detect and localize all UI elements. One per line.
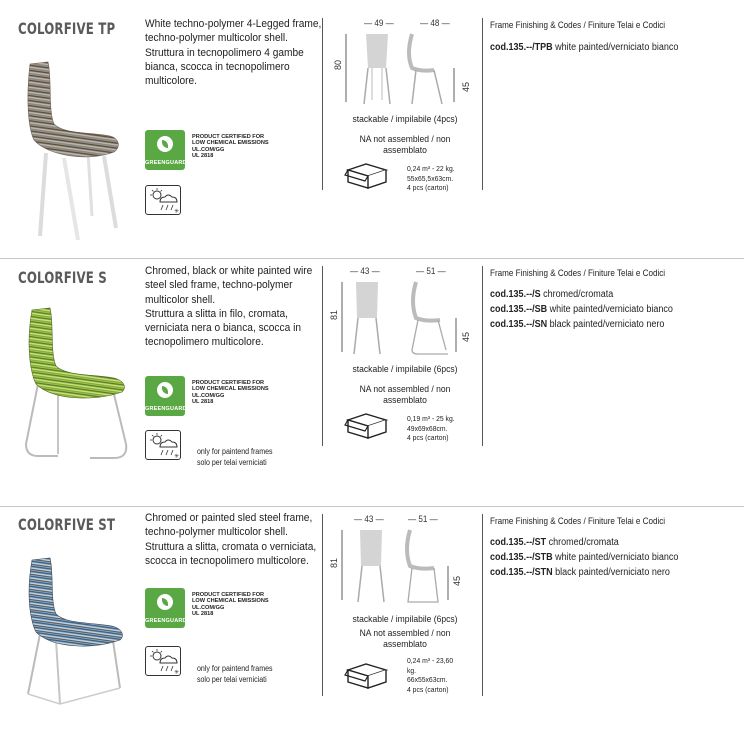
carton-info [407,656,453,694]
assembly-info: NA not assembled / non assemblato [359,134,451,156]
divider-left [322,18,323,190]
carton-line: 0,24 m³ - 23,60 [407,656,454,665]
codes-section [490,516,740,580]
chair-photo-tp [18,58,133,243]
code-row: cod.135.--/SB white painted/verniciato bianco [490,304,673,315]
carton-info [407,414,455,443]
carton-line: 0,19 m³ - 25 kg. [407,414,455,423]
note-line: solo per telai verniciati [197,458,267,467]
carton-line: kg. [407,665,417,675]
assembly-info: NA not assembled / non assemblato [359,628,451,650]
description-it: Struttura in tecnopolimero 4 gambe bianca, scocca in tecnopolimero multicolore. [145,46,304,88]
dimensions [332,18,478,193]
cert-line: UL 2818 [192,611,214,618]
cert-text [192,380,269,406]
code-row: cod.135.--/ST chromed/cromata [490,537,619,548]
description-it: Struttura a slitta, cromata o verniciata, scocca in tecnopolimero multicolore. [145,540,317,567]
dim-height: 81 [329,309,340,321]
carton-info [407,164,455,193]
dim-width: — 43 — [354,514,384,524]
divider-left [322,514,323,696]
description [145,511,323,568]
description [145,17,323,88]
carton-box-icon [344,160,390,190]
cert-line: LOW CHEMICAL EMISSIONS [192,386,269,393]
codes-title: Frame Finishing & Codes / Finiture Telai e Codici [490,268,666,278]
cert-line: PRODUCT CERTIFIED FOR [192,380,265,386]
description [145,264,323,350]
svg-text:✳: ✳ [174,454,180,460]
only-for-note [197,663,273,685]
carton-line: 4 pcs (carton) [407,183,449,192]
outdoor-weather-icon [145,185,181,215]
product-colorfive-st [0,506,744,750]
chair-photo-st [20,554,135,714]
carton-line: 0,24 m³ - 22 kg. [407,164,455,173]
codes-section [490,268,740,332]
divider-right [482,18,483,190]
only-for-note [197,446,273,468]
greenguard-logo [145,588,185,628]
product-colorfive-s [0,258,744,508]
outdoor-weather-icon [145,430,181,460]
code-row: cod.135.--/STB white painted/verniciato bianco [490,552,679,563]
divider-right [482,514,483,696]
cert-line: UL 2818 [192,153,214,160]
cert-line: UL 2818 [192,399,214,406]
carton-line: 55x65,5x63cm. [407,173,454,183]
certification [145,588,269,628]
dim-depth: — 48 — [420,18,450,28]
carton-box-icon [344,410,390,440]
note-line: only for paintend frames [197,447,273,456]
cert-line: PRODUCT CERTIFIED FOR [192,592,265,598]
greenguard-logo [145,130,185,170]
carton-line: 4 pcs (carton) [407,684,449,694]
stackable-info: stackable / impilabile (4pcs) [352,114,458,125]
outdoor-weather-icon [145,646,181,676]
cert-text [192,592,269,618]
certification [145,376,269,416]
assembly-info: NA not assembled / non assemblato [359,384,451,406]
front-side-drawing [338,278,462,358]
product-colorfive-tp [0,0,744,250]
description-it: Struttura a slitta in filo, cromata, verniciata nera o bianca, scocca in tecnopolimero multicolore. [145,307,301,349]
dim-width: — 49 — [364,18,394,28]
product-name: COLORFIVE ST [18,515,116,534]
cert-line: UL.COM/GG [192,146,225,153]
dim-depth: — 51 — [408,514,438,524]
dim-depth: — 51 — [416,266,446,276]
cert-line: LOW CHEMICAL EMISSIONS [192,598,269,605]
dimensions [329,514,478,700]
dim-seat: 45 [461,331,472,343]
description-en: Chromed or painted sled steel frame, techno-polymer multicolor shell. [145,512,313,539]
description-en: Chromed, black or white painted wire steel sled frame, techno-polymer multicolor shell. [145,265,313,306]
stackable-info: stackable / impilabile (6pcs) [352,364,458,375]
cert-text [192,134,269,160]
svg-text:✳: ✳ [174,670,180,676]
codes-title: Frame Finishing & Codes / Finiture Telai e Codici [490,20,666,30]
dimensions [329,266,478,446]
dim-seat: 45 [461,81,472,93]
dim-height: 81 [329,557,340,569]
leaf-icon [157,136,173,152]
greenguard-label: GREENGUARD [145,160,187,166]
greenguard-label: GREENGUARD [145,406,187,412]
dim-seat: 45 [452,575,463,587]
codes-section [490,20,740,55]
svg-text:✳: ✳ [174,209,180,215]
certification [145,130,269,170]
greenguard-label: GREENGUARD [145,618,187,624]
code-row: cod.135.--/SN black painted/verniciato nero [490,319,665,330]
cert-line: LOW CHEMICAL EMISSIONS [192,140,269,147]
carton-line: 49x69x68cm. [407,423,448,433]
dim-width: — 43 — [350,266,380,276]
stackable-info: stackable / impilabile (6pcs) [352,614,458,625]
code-row: cod.135.--/STN black painted/verniciato nero [490,567,670,578]
divider-left [322,266,323,446]
carton-line: 66x55x63cm. [407,675,448,684]
product-name: COLORFIVE TP [18,19,116,38]
carton-box-icon [344,660,390,690]
leaf-icon [157,594,173,610]
dim-height: 80 [333,59,344,71]
chair-photo-s [18,304,138,474]
greenguard-logo [145,376,185,416]
code-row: cod.135.--/S chromed/cromata [490,289,614,300]
front-side-drawing [342,30,462,108]
carton-line: 4 pcs (carton) [407,433,449,442]
front-side-drawing [338,526,462,606]
cert-line: UL.COM/GG [192,604,225,611]
note-line: only for paintend frames [197,664,273,673]
cert-line: UL.COM/GG [192,392,225,399]
product-name: COLORFIVE S [18,268,107,287]
note-line: solo per telai verniciati [197,675,267,684]
description-en: White techno-polymer 4-Legged frame, techno-polymer multicolor shell. [145,18,322,45]
code-row: cod.135.--/TPB white painted/verniciato bianco [490,42,679,53]
cert-line: PRODUCT CERTIFIED FOR [192,134,265,140]
divider-right [482,266,483,446]
codes-title: Frame Finishing & Codes / Finiture Telai e Codici [490,516,666,526]
leaf-icon [157,382,173,398]
